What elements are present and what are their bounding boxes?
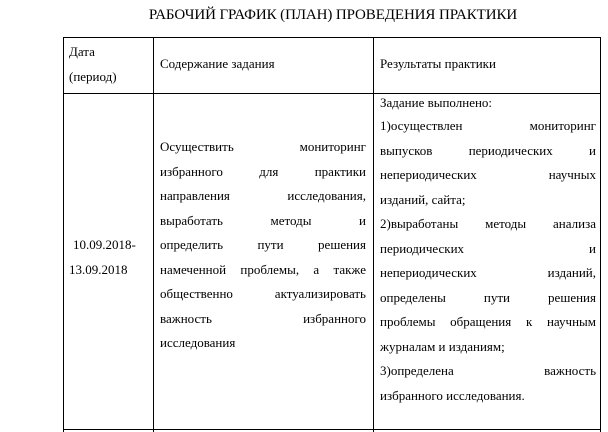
results-line: 3)определена важность bbox=[380, 363, 596, 378]
content-line: выработать методы и bbox=[160, 212, 366, 228]
row-divider bbox=[63, 429, 601, 430]
column-divider-2 bbox=[373, 37, 374, 432]
results-line: периодических и bbox=[380, 240, 596, 256]
header-results: Результаты практики bbox=[380, 56, 496, 71]
header-date-line: (период) bbox=[69, 68, 117, 84]
results-line: непериодических изданий, bbox=[380, 265, 596, 280]
content-line: избранного для практики bbox=[160, 163, 366, 179]
date-start: 10.09.2018- bbox=[73, 237, 136, 252]
content-line: направления исследования, bbox=[160, 188, 366, 203]
content-line: определить пути решения bbox=[160, 237, 366, 252]
table-border-top bbox=[63, 37, 601, 38]
row-content bbox=[160, 135, 366, 356]
results-line: выпусков периодических и bbox=[380, 142, 596, 158]
content-line: важность избранного bbox=[160, 310, 366, 326]
row-date bbox=[64, 232, 153, 281]
results-line: Задание выполнено: bbox=[380, 95, 493, 110]
table-border-right bbox=[600, 37, 601, 432]
date-end: 13.09.2018 bbox=[69, 261, 128, 277]
content-line: Осуществить мониторинг bbox=[160, 139, 366, 154]
results-line: 2)выработаны методы анализа bbox=[380, 216, 596, 231]
page-title: РАБОЧИЙ ГРАФИК (ПЛАН) ПРОВЕДЕНИЯ ПРАКТИКИ bbox=[148, 7, 518, 23]
results-line: изданий, сайта; bbox=[380, 191, 466, 207]
header-content: Содержание задания bbox=[160, 56, 275, 71]
results-line: определены пути решения bbox=[380, 289, 596, 305]
results-line: 1)осуществлен мониторинг bbox=[380, 118, 596, 133]
results-line: журналам и изданиям; bbox=[380, 338, 505, 354]
results-line: непериодических научных bbox=[380, 167, 596, 182]
header-date bbox=[69, 39, 149, 88]
header-date-line: Дата bbox=[69, 44, 95, 59]
results-line: избранного исследования. bbox=[380, 387, 525, 403]
results-line: проблемы обращения к научным bbox=[380, 314, 596, 329]
content-line: намеченной проблемы, а также bbox=[160, 261, 366, 277]
content-line: общественно актуализировать bbox=[160, 286, 366, 301]
content-line: исследования bbox=[160, 335, 236, 350]
column-divider-1 bbox=[153, 37, 154, 432]
row-results bbox=[380, 92, 596, 408]
